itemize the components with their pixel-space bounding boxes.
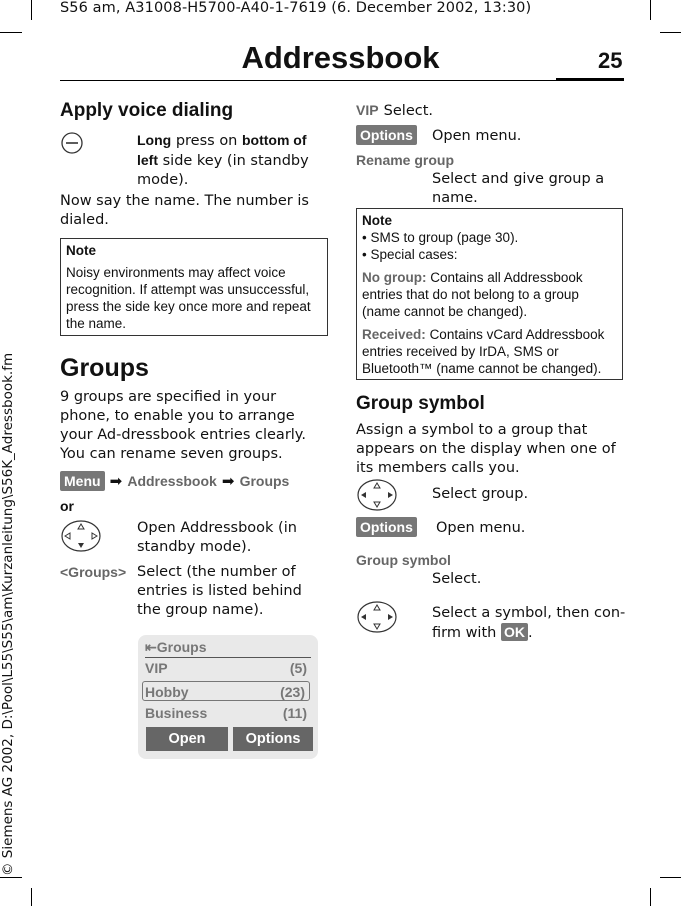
- group-symbol-text: Select.: [432, 571, 482, 587]
- crop-mark: [31, 0, 32, 20]
- crop-mark: [0, 32, 22, 33]
- crop-mark: [660, 32, 681, 33]
- vip-step: VIP Select.: [356, 102, 434, 119]
- phone-row-vip[interactable]: VIP (5): [145, 660, 307, 676]
- voice-note: Note Noisy environments may affect voice recognition. If attempt was unsuccessful, press the side key once more and repeat the name.: [60, 238, 328, 336]
- groups-key-label: <Groups>: [60, 564, 127, 580]
- page-number: 25: [598, 48, 623, 73]
- groups-heading: Groups: [60, 354, 149, 382]
- phone-display-title: ⇤Groups: [145, 639, 311, 658]
- groups-intro: 9 groups are specified in your phone, to enable you to arrange your Ad-dressbook entries clearly. You can rename seven groups.: [60, 389, 306, 462]
- select-symbol-text: Select a symbol, then con-firm with OK .: [432, 605, 626, 641]
- phone-row-business[interactable]: Business (11): [145, 705, 307, 721]
- title-rule: [60, 80, 624, 81]
- phone-display: [138, 635, 318, 759]
- options-button-2[interactable]: Options: [356, 517, 417, 537]
- open-menu-text: Open menu.: [436, 520, 526, 536]
- nav-key-icon: [356, 478, 398, 512]
- voice-step: Long press on bottom of left side key (in standby mode).: [137, 132, 309, 188]
- groups-menu-path: Menu ➡ Addressbook ➡ Groups: [60, 471, 289, 491]
- groups-note: Note • SMS to group (page 30). • Special cases: No group: Contains all Addressbook entries that do not belong to a group (name cannot be changed). Received: Contains vCard Addressbook entries received by IrDA, SMS or Bluetooth™ (name cannot be changed).: [356, 208, 623, 380]
- symbol-heading: Group symbol: [356, 393, 485, 414]
- voice-heading: Apply voice dialing: [60, 100, 234, 121]
- sidebar-path: © Siemens AG 2002, D:\Pool\L55\S55\am\Kurzanleitung\S56K_Adressbook.fm: [0, 352, 16, 876]
- open-addressbook-text: Open Addressbook (in standby mode).: [137, 520, 297, 555]
- group-symbol-label: Group symbol: [356, 552, 451, 568]
- groups-key-text: Select (the number of entries is listed behind the group name).: [137, 564, 302, 618]
- softkey-open[interactable]: Open: [146, 727, 228, 751]
- phone-row-hobby[interactable]: Hobby (23): [142, 681, 310, 701]
- voice-say: Now say the name. The number is dialed.: [60, 193, 309, 228]
- ok-button[interactable]: OK: [501, 623, 528, 641]
- menu-button[interactable]: Menu: [60, 471, 105, 491]
- title-rule-accent: [556, 78, 624, 81]
- rename-group-label: Rename group: [356, 152, 455, 168]
- crop-mark: [650, 888, 651, 906]
- crop-mark: [660, 877, 681, 878]
- softkey-options[interactable]: Options: [233, 727, 313, 751]
- options-text: Open menu.: [432, 128, 522, 144]
- crop-mark: [650, 0, 651, 20]
- or-text: or: [60, 498, 74, 514]
- nav-key-icon: [356, 600, 398, 634]
- page-title: Addressbook: [241, 40, 440, 75]
- options-button[interactable]: Options: [356, 125, 417, 145]
- crop-mark: [31, 888, 32, 906]
- rename-group-text: Select and give group a name.: [432, 171, 605, 206]
- side-key-icon: [60, 131, 84, 155]
- nav-key-icon: [60, 519, 102, 553]
- page-header: S56 am, A31008-H5700-A40-1-7619 (6. December 2002, 13:30): [60, 0, 532, 16]
- select-group-text: Select group.: [432, 486, 529, 502]
- symbol-intro: Assign a symbol to a group that appears on the display when one of its members calls you.: [356, 422, 616, 476]
